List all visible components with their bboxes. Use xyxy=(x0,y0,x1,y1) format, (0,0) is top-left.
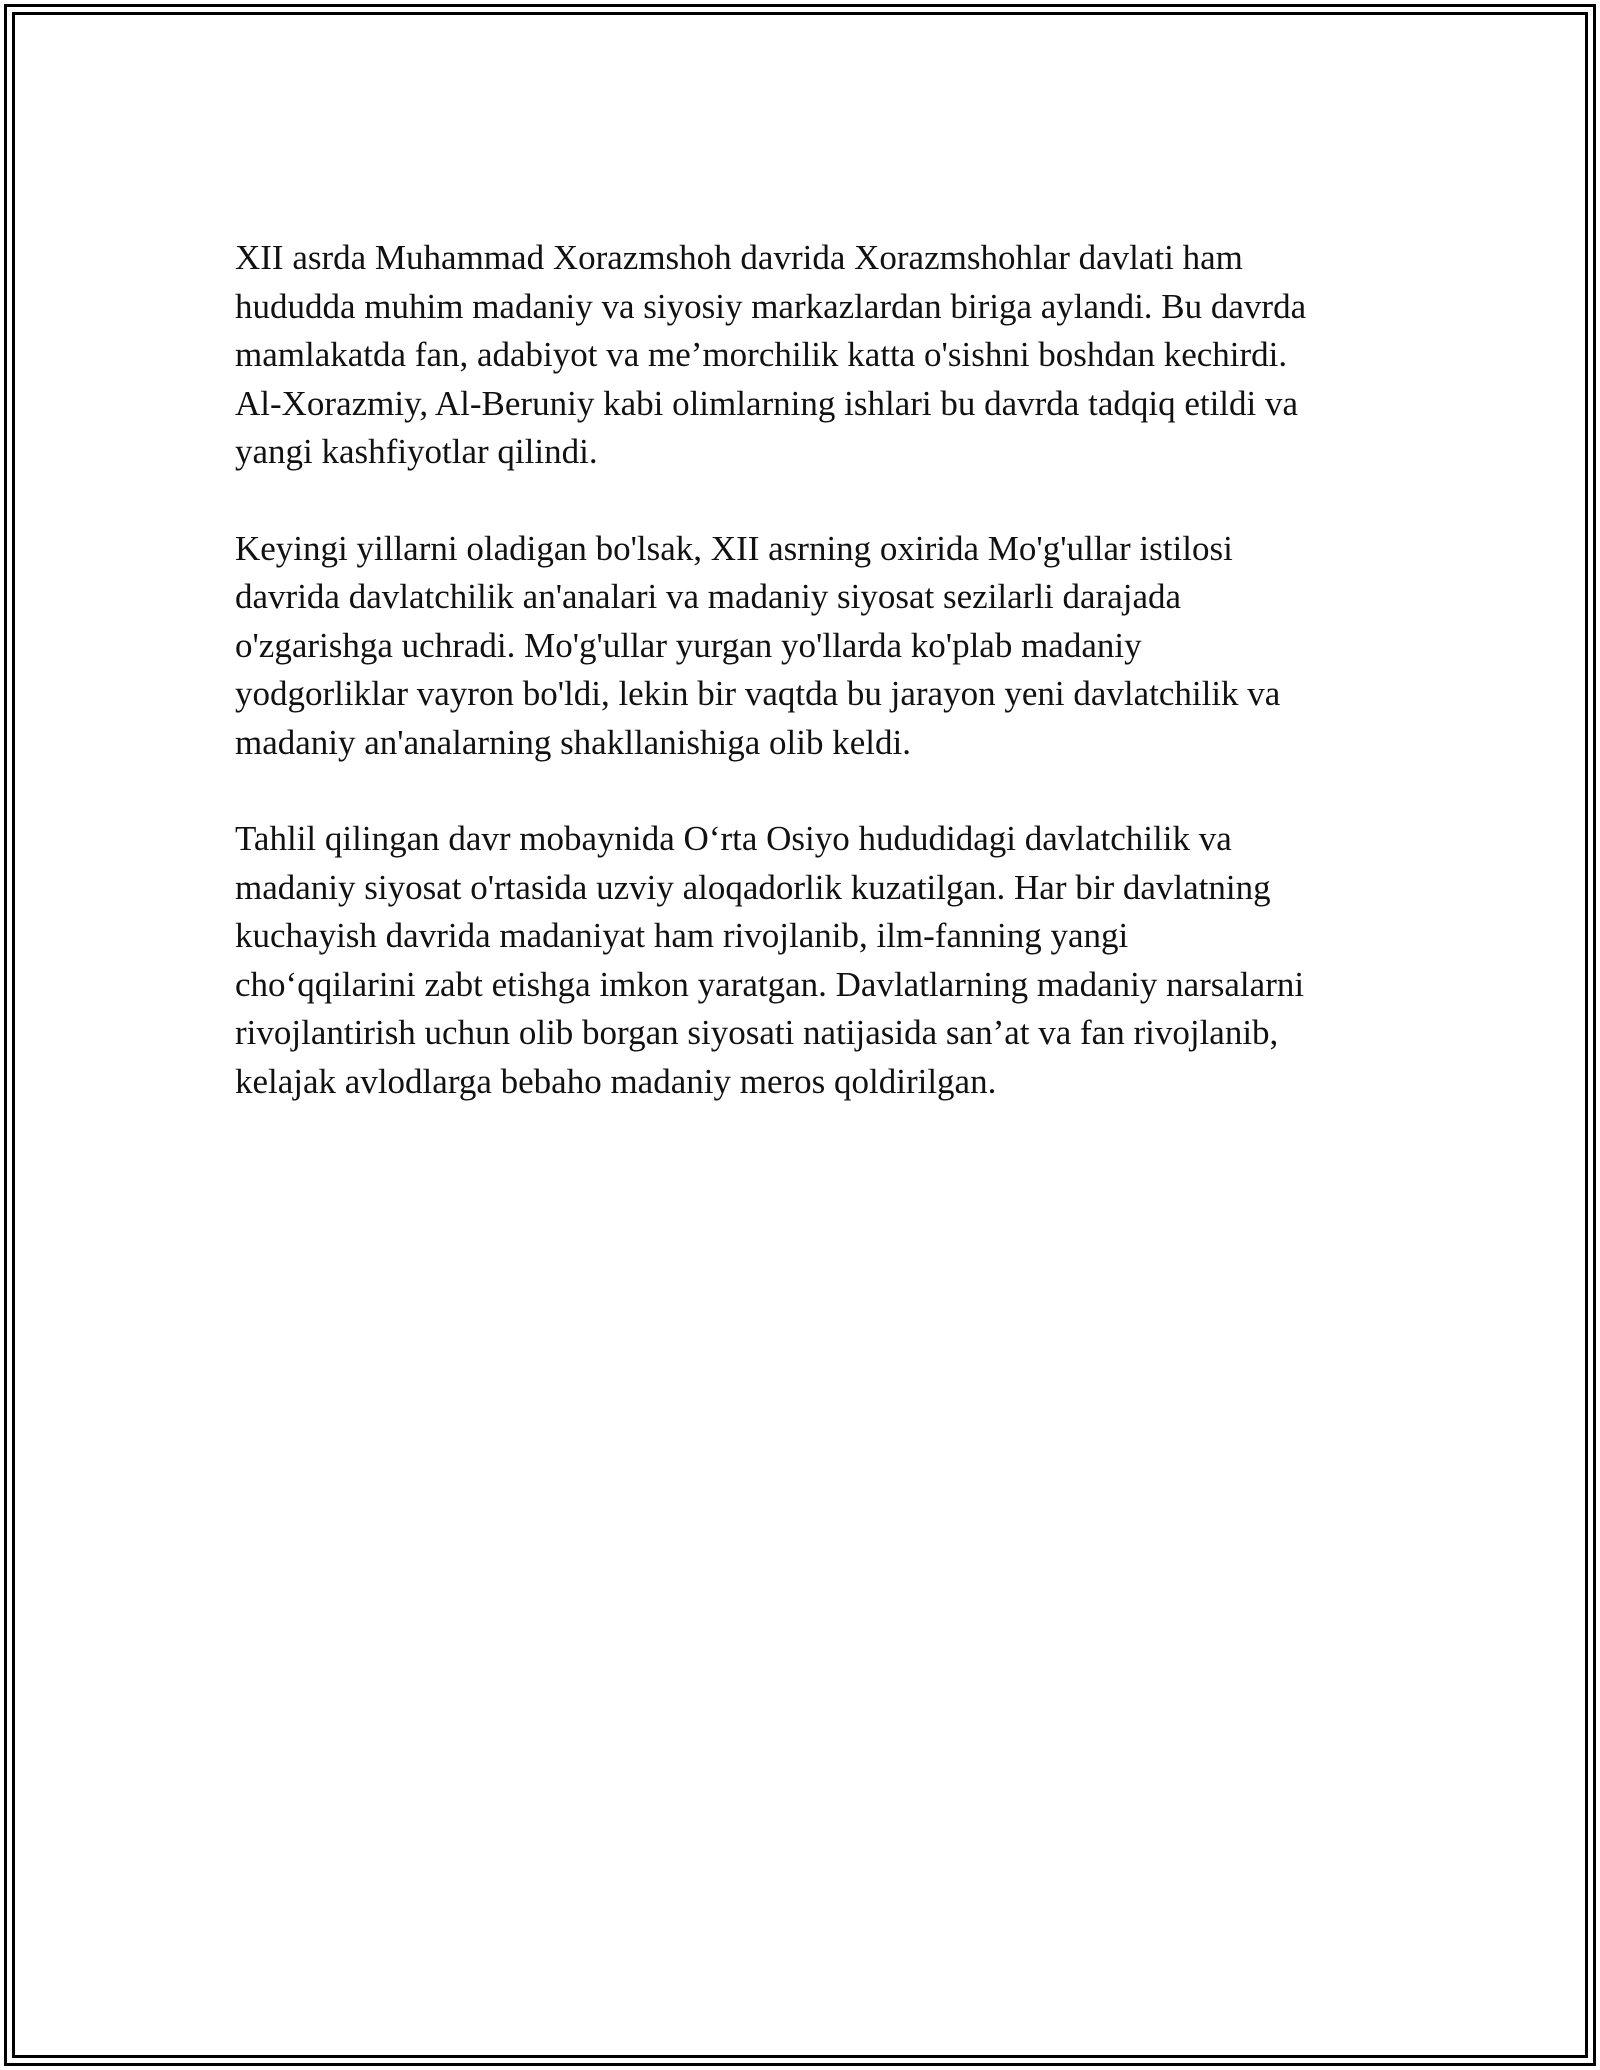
text-line: kelajak avlodlarga bebaho madaniy meros qoldirilgan. xyxy=(235,1061,997,1101)
text-line: Al-Xorazmiy, Al-Beruniy kabi olimlarning ishlari bu davrda tadqiq etildi va xyxy=(235,383,1299,423)
text-line: madaniy an'analarning shakllanishiga olib keldi. xyxy=(235,722,911,762)
text-line: cho‘qqilarini zabt etishga imkon yaratgan. Davlatlarning madaniy narsalarni xyxy=(235,964,1305,1004)
paragraph-3 xyxy=(235,815,1375,1106)
text-line: mamlakatda fan, adabiyot va me’morchilik katta o'sishni boshdan kechirdi. xyxy=(235,335,1288,374)
document-body xyxy=(235,234,1375,1154)
text-line: yodgorliklar vayron bo'ldi, lekin bir vaqtda bu jarayon yeni davlatchilik va xyxy=(235,674,1281,713)
text-line: Keyingi yillarni oladigan bo'lsak, XII asrning oxirida Mo'g'ullar istilosi xyxy=(235,528,1233,568)
text-line: hududda muhim madaniy va siyosiy markazlardan biriga aylandi. Bu davrda xyxy=(235,286,1307,326)
text-line: madaniy siyosat o'rtasida uzviy aloqadorlik kuzatilgan. Har bir davlatning xyxy=(235,867,1271,907)
text-line: davrida davlatchilik an'analari va madaniy siyosat sezilarli darajada xyxy=(235,577,1182,616)
text-line: kuchayish davrida madaniyat ham rivojlanib, ilm-fanning yangi xyxy=(235,916,1129,955)
text-line: o'zgarishga uchradi. Mo'g'ullar yurgan yo'llarda ko'plab madaniy xyxy=(235,625,1142,665)
text-line: Tahlil qilingan davr mobaynida O‘rta Osiyo hududidagi davlatchilik va xyxy=(235,819,1232,858)
text-line: XII asrda Muhammad Xorazmshoh davrida Xorazmshohlar davlati ham xyxy=(235,238,1243,277)
text-line: yangi kashfiyotlar qilindi. xyxy=(235,432,598,471)
text-line: rivojlantirish uchun olib borgan siyosati natijasida san’at va fan rivojlanib, xyxy=(235,1013,1279,1052)
paragraph-2 xyxy=(235,525,1375,768)
paragraph-1 xyxy=(235,234,1375,477)
